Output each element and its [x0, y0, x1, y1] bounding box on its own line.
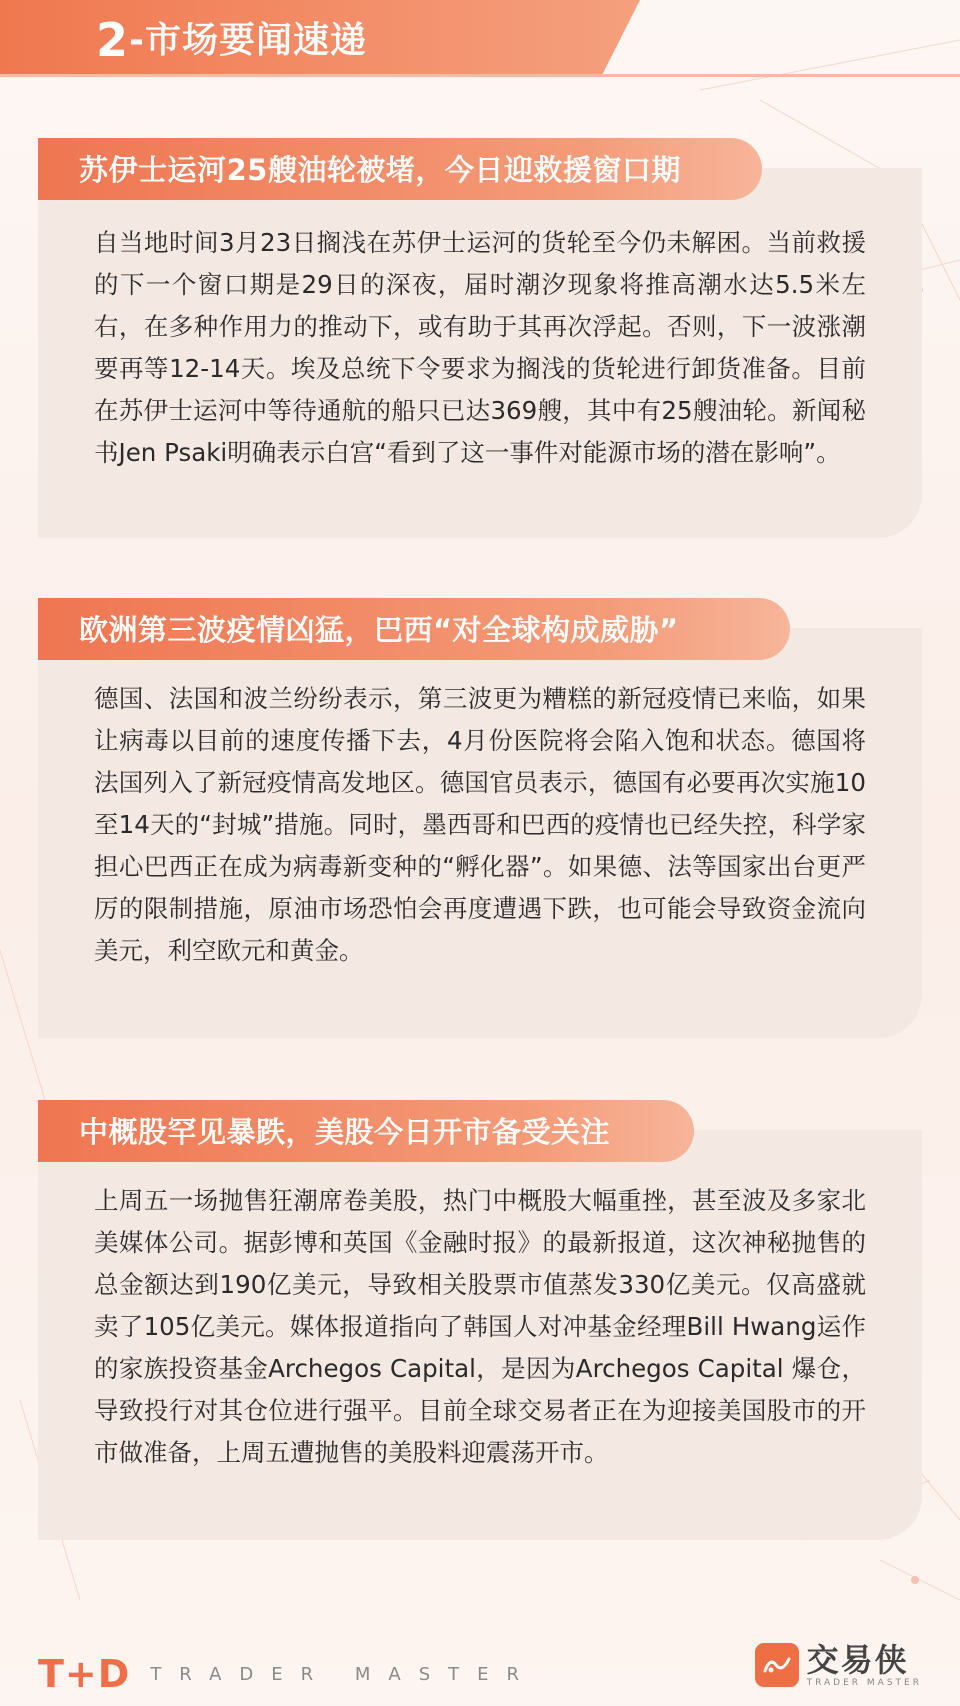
news-title-3: 中概股罕见暴跌，美股今日开市备受关注: [79, 1115, 611, 1149]
news-title-1: 苏伊士运河25艘油轮被堵，今日迎救援窗口期: [79, 153, 681, 187]
trader-master-text: TRADER MASTER: [150, 1663, 538, 1685]
td-logo: T+D: [38, 1652, 131, 1696]
footer-brand-left: [38, 1652, 537, 1696]
footer-brand-right: [755, 1642, 922, 1688]
section-number: 2: [96, 13, 130, 67]
news-title-bar-2: [38, 598, 790, 660]
news-title-bar-3: [38, 1100, 694, 1162]
jiaoyixia-logo-text: 交易侠: [806, 1641, 909, 1679]
jiaoyixia-logo-subtext: TRADER MASTER: [806, 1678, 922, 1688]
news-card-2: [38, 628, 922, 1038]
news-body-2: 德国、法国和波兰纷纷表示，第三波更为糟糕的新冠疫情已来临，如果让病毒以目前的速度传播下去，4月份医院将会陷入饱和状态。德国将法国列入了新冠疫情高发地区。德国官员表示，德国有必要再次实施10至14天的“封城”措施。同时，墨西哥和巴西的疫情也已经失控，科学家担心巴西正在成为病毒新变种的“孵化器”。如果德、法等国家出台更严厉的限制措施，原油市场恐怕会再度遭遇下跌，也可能会导致资金流向美元，利空欧元和黄金。: [94, 684, 866, 965]
header-divider: [0, 74, 960, 77]
news-body-3: 上周五一场抛售狂潮席卷美股，热门中概股大幅重挫，甚至波及多家北美媒体公司。据彭博和英国《金融时报》的最新报道，这次神秘抛售的总金额达到190亿美元，导致相关股票市值蒸发330亿美元。仅高盛就卖了105亿美元。媒体报道指向了韩国人对冲基金经理Bill Hwang运作的家族投资基金Archegos Capital，是因为Archegos Capital 爆仓，导致投行对其仓位进行强平。目前全球交易者正在为迎接美国股市的开市做准备，上周五遭抛售的美股料迎震荡开市。: [94, 1186, 866, 1467]
section-header: [0, 0, 960, 78]
jiaoyixia-logo-icon: [755, 1643, 799, 1687]
section-title: [96, 12, 367, 67]
news-title-bar-1: [38, 138, 762, 200]
news-card-3: [38, 1130, 922, 1540]
section-title-text: -市场要闻速递: [129, 20, 367, 61]
news-title-2: 欧洲第三波疫情凶猛，巴西“对全球构成威胁”: [79, 613, 679, 647]
news-body-1: 自当地时间3月23日搁浅在苏伊士运河的货轮至今仍未解困。当前救援的下一个窗口期是29日的深夜，届时潮汐现象将推高潮水达5.5米左右，在多种作用力的推动下，或有助于其再次浮起。否则，下一波涨潮要再等12-14天。埃及总统下令要求为搁浅的货轮进行卸货准备。目前在苏伊士运河中等待通航的船只已达369艘，其中有25艘油轮。新闻秘书Jen Psaki明确表示白宫“看到了这一事件对能源市场的潜在影响”。: [94, 228, 866, 467]
news-card-1: [38, 168, 922, 538]
